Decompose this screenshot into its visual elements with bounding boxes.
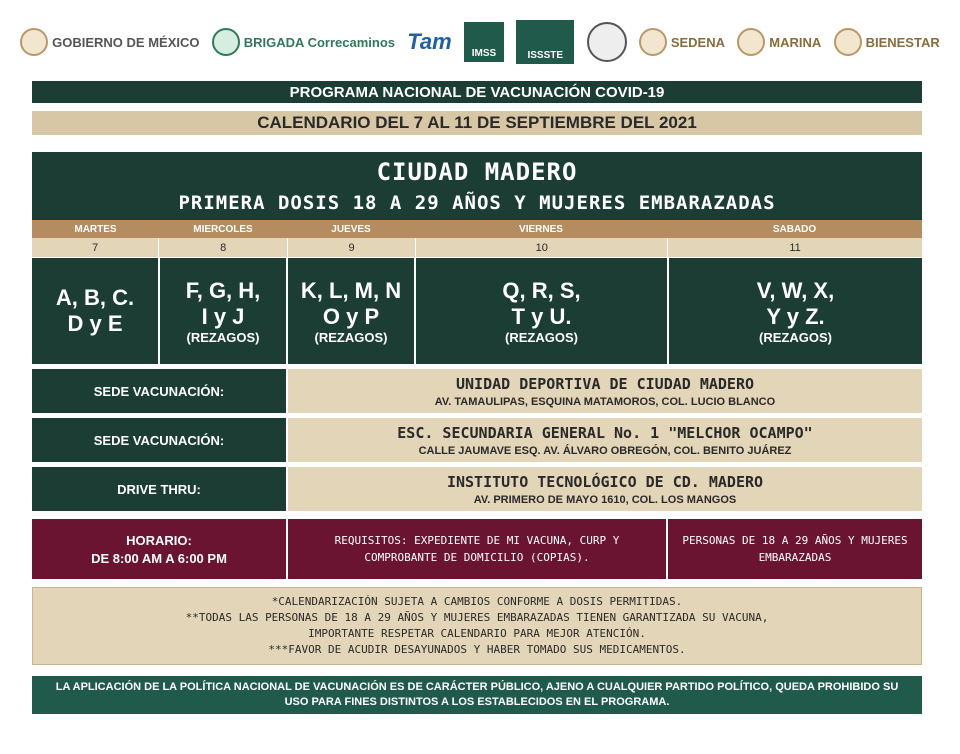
letters-line: V, W, X, [756, 277, 835, 303]
day-group [416, 258, 667, 364]
seal-icon [737, 28, 765, 56]
logo-text: SEDENA [670, 34, 726, 50]
horario-hours: DE 8:00 AM A 6:00 PM [91, 550, 227, 566]
day-number: 7 [32, 238, 159, 257]
calendar-dates: CALENDARIO DEL 7 AL 11 DE SEPTIEMBRE DEL 2021 [32, 111, 922, 135]
site-label: SEDE VACUNACIÓN: [32, 418, 286, 462]
requisitos-cell: REQUISITOS: EXPEDIENTE DE MI VACUNA, CURP Y COMPROBANTE DE DOMICILIO (COPIAS). [288, 519, 666, 579]
escudo-logo [587, 22, 627, 62]
day-number: 9 [288, 238, 416, 257]
eagle-icon [587, 22, 627, 62]
site-name: UNIDAD DEPORTIVA DE CIUDAD MADERO [455, 374, 754, 393]
logo-text: Tam [407, 29, 452, 54]
bird-icon [212, 28, 240, 56]
logo-text: BRIGADA Correcaminos [243, 34, 395, 50]
site-name: ESC. SECUNDARIA GENERAL No. 1 "MELCHOR OCAMPO" [397, 423, 813, 442]
rezagos-label: (REZAGOS) [759, 329, 832, 345]
letters-line: K, L, M, N [300, 277, 402, 303]
issste-logo [516, 20, 574, 64]
logo-text: GOBIERNO DE MÉXICO [52, 34, 200, 50]
tam-logo [407, 29, 451, 55]
day-name: MIERCOLES [193, 223, 253, 235]
day-group [32, 258, 158, 364]
letters-line: Y y Z. [766, 303, 825, 329]
city-panel [32, 152, 922, 220]
logo-text: MARINA [769, 34, 822, 50]
personas-cell: PERSONAS DE 18 A 29 AÑOS Y MUJERES EMBARAZADAS [668, 519, 922, 579]
site-name: INSTITUTO TECNOLÓGICO DE CD. MADERO [446, 472, 764, 491]
day-group [160, 258, 286, 364]
marina-logo [737, 28, 821, 56]
notes-panel [32, 587, 922, 665]
letters-line: T y U. [511, 303, 572, 329]
letters-line: I y J [201, 303, 245, 329]
day-name: MARTES [74, 223, 117, 235]
day-numbers-row [32, 238, 922, 257]
site-label: DRIVE THRU: [32, 467, 286, 511]
note-line: ***FAVOR DE ACUDIR DESAYUNADOS Y HABER TOMADO SUS MEDICAMENTOS. [268, 643, 686, 656]
rezagos-label: (REZAGOS) [314, 329, 388, 345]
day-number: 10 [416, 238, 668, 257]
day-name: SABADO [772, 223, 817, 235]
brigada-logo [212, 28, 395, 56]
dose-title: PRIMERA DOSIS 18 A 29 AÑOS Y MUJERES EMBARAZADAS [178, 192, 776, 214]
note-line: *CALENDARIZACIÓN SUJETA A CAMBIOS CONFORME A DOSIS PERMITIDAS. [271, 595, 683, 608]
letters-line: F, G, H, [185, 277, 261, 303]
footer-disclaimer: LA APLICACIÓN DE LA POLÍTICA NACIONAL DE VACUNACIÓN ES DE CARÁCTER PÚBLICO, AJENO A CUALQUIER PARTIDO POLÍTICO, QUEDA PROHIBIDO SU USO PARA FINES DISTINTOS A LOS ESTABLECIDOS EN EL PROGRAMA. [32, 676, 922, 714]
imss-logo [464, 22, 504, 62]
letters-line: Q, R, S, [502, 277, 581, 303]
day-group [669, 258, 922, 364]
letters-line: A, B, C. [55, 285, 135, 310]
day-name: JUEVES [331, 223, 371, 235]
day-name: VIERNES [519, 223, 563, 235]
program-title: PROGRAMA NACIONAL DE VACUNACIÓN COVID-19 [32, 81, 922, 103]
note-line: IMPORTANTE RESPETAR CALENDARIO PARA MEJOR ATENCIÓN. [308, 627, 646, 640]
seal-icon [20, 28, 48, 56]
logo-bar [0, 10, 960, 74]
day-group [288, 258, 414, 364]
site-address: CALLE JAUMAVE ESQ. AV. ÁLVARO OBREGÓN, COL. BENITO JUÁREZ [418, 444, 792, 457]
site-address: AV. TAMAULIPAS, ESQUINA MATAMOROS, COL. LUCIO BLANCO [434, 395, 776, 408]
seal-icon [834, 28, 862, 56]
logo-text: IMSS [464, 22, 504, 62]
letters-line: D y E [67, 311, 123, 336]
note-line: **TODAS LAS PERSONAS DE 18 A 29 AÑOS Y MUJERES EMBARAZADAS TIENEN GARANTIZADA SU VACUNA, [185, 611, 769, 624]
city-name: CIUDAD MADERO [376, 158, 578, 186]
site-info [288, 467, 922, 511]
site-info [288, 418, 922, 462]
horario-label: HORARIO: [126, 532, 192, 548]
seal-icon [639, 28, 667, 56]
gobierno-mexico-logo [20, 28, 199, 56]
site-address: AV. PRIMERO DE MAYO 1610, COL. LOS MANGOS [473, 493, 737, 506]
rezagos-label: (REZAGOS) [186, 329, 260, 345]
logo-text: ISSSTE [516, 20, 574, 64]
horario-cell [32, 519, 286, 579]
letters-line: O y P [322, 303, 380, 329]
logo-text: BIENESTAR [865, 34, 940, 50]
day-number: 11 [789, 241, 801, 254]
rezagos-label: (REZAGOS) [505, 329, 578, 345]
site-label: SEDE VACUNACIÓN: [32, 369, 286, 413]
day-number: 8 [159, 238, 287, 257]
day-names-row [32, 220, 922, 238]
site-info [288, 369, 922, 413]
sedena-logo [639, 28, 725, 56]
letter-groups-row [32, 258, 922, 364]
bienestar-logo [834, 28, 940, 56]
